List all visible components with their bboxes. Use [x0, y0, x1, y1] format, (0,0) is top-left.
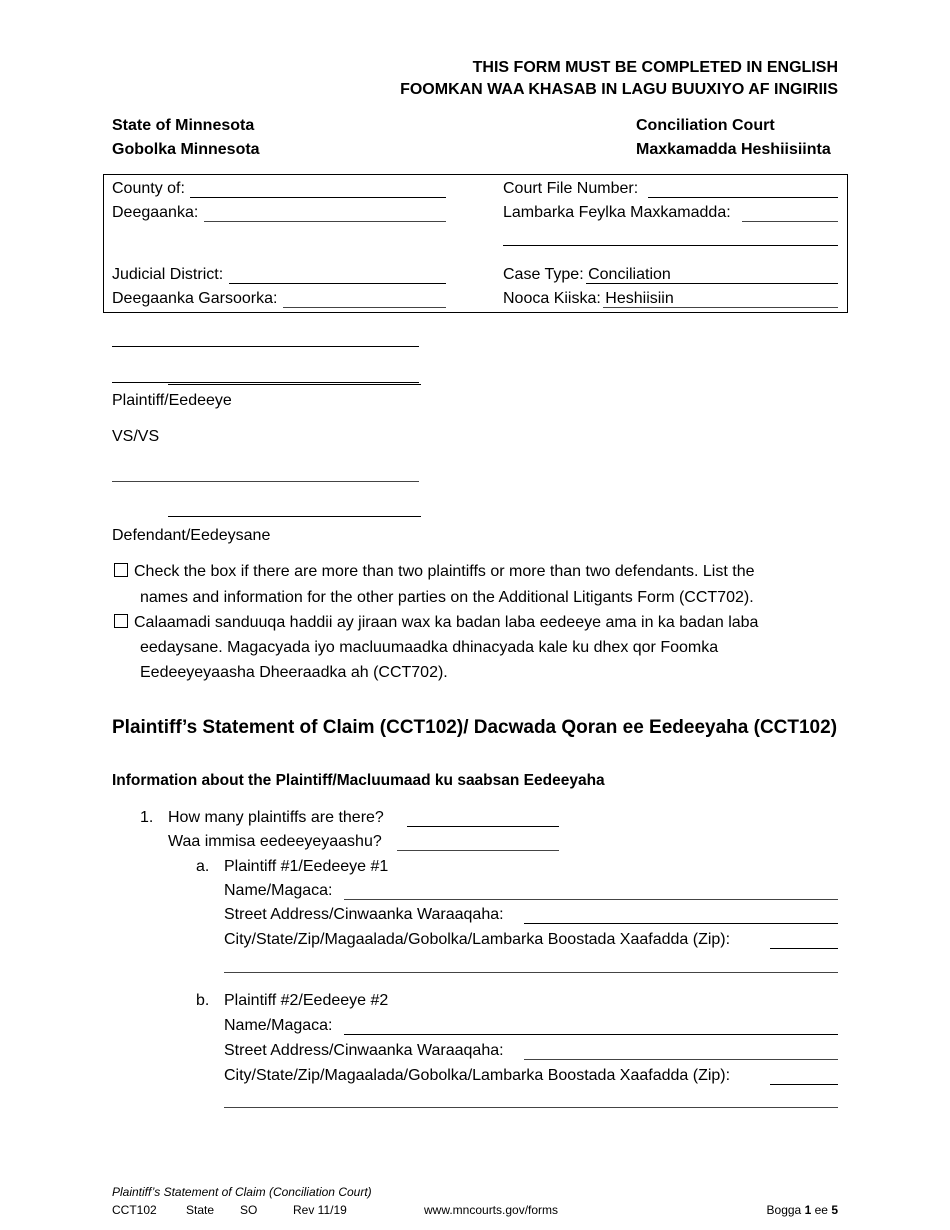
total-pages: 5	[831, 1203, 838, 1217]
file-number-field-somali[interactable]	[742, 221, 838, 222]
english-notice: THIS FORM MUST BE COMPLETED IN ENGLISH	[472, 59, 838, 76]
checkbox-text-so-1: Calaamadi sanduuqa haddii ay jiraan wax ka badan laba eedeeye ama in ka badan laba	[134, 614, 759, 631]
plaintiff-name-line-2[interactable]	[112, 382, 419, 383]
file-number-label: Court File Number:	[503, 180, 639, 197]
defendant-label: Defendant/Eedeysane	[112, 527, 271, 544]
checkbox-text-so-3: Eedeeyeyaasha Dheeraadka ah (CCT702).	[140, 664, 448, 681]
page-title: Plaintiff’s Statement of Claim (CCT102)/ Dacwada Qoran ee Eedeeyaha (CCT102)	[112, 717, 838, 738]
plaintiff-b-name-label: Name/Magaca:	[224, 1017, 333, 1034]
checkbox-text-en-1: Check the box if there are more than two plaintiffs or more than two defendants. List the	[134, 563, 755, 580]
multiple-parties-checkbox-so[interactable]	[114, 613, 758, 633]
plaintiff-a-city-field-line-2[interactable]	[224, 972, 838, 973]
plaintiff-a-heading: Plaintiff #1/Eedeeye #1	[224, 858, 389, 875]
file-number-field[interactable]	[648, 197, 838, 198]
county-field[interactable]	[190, 197, 446, 198]
checkbox-text-en-2: names and information for the other parties on the Additional Litigants Form (CCT702).	[140, 589, 754, 606]
district-field[interactable]	[229, 283, 446, 284]
court-name: Conciliation Court	[636, 117, 775, 134]
state-name: State of Minnesota	[112, 117, 255, 134]
plaintiff-name-line-1[interactable]	[112, 346, 419, 347]
plaintiff-b-street-field[interactable]	[524, 1059, 838, 1060]
plaintiff-b-heading: Plaintiff #2/Eedeeye #2	[224, 992, 389, 1009]
plaintiff-name-line-2-underscore	[168, 384, 421, 385]
checkbox-text-so-2: eedaysane. Magacyada iyo macluumaadka dhinacyada kale ku dhex qor Foomka	[140, 639, 719, 656]
case-type-label-text-somali: Nooca Kiiska:	[503, 290, 601, 307]
question-how-many-plaintiffs: How many plaintiffs are there?	[168, 809, 384, 826]
state-name-somali: Gobolka Minnesota	[112, 141, 260, 158]
defendant-name-line-1[interactable]	[112, 481, 419, 482]
case-type-value: Conciliation	[588, 266, 671, 283]
section-heading: Information about the Plaintiff/Macluumaad ku saabsan Eedeeyaha	[112, 772, 605, 789]
case-type-label	[503, 265, 671, 285]
multiple-parties-checkbox-en[interactable]	[114, 562, 755, 582]
file-number-extra-line[interactable]	[503, 245, 838, 246]
plaintiff-b-city-label: City/State/Zip/Magaalada/Gobolka/Lambarka Boostada Xaafadda (Zip):	[224, 1067, 731, 1084]
footer-url[interactable]: www.mncourts.gov/forms	[424, 1203, 559, 1217]
defendant-name-line-2[interactable]	[168, 516, 421, 517]
page-separator: ee	[814, 1203, 828, 1217]
district-field-somali[interactable]	[283, 307, 446, 308]
checkbox-icon[interactable]	[114, 563, 128, 577]
case-type-value-somali: Heshiisiin	[605, 290, 674, 307]
plaintiff-a-name-field[interactable]	[344, 899, 838, 900]
plaintiff-a-letter: a.	[196, 858, 210, 875]
footer-page-number	[767, 1202, 838, 1218]
footer-revision: Rev 11/19	[293, 1203, 347, 1217]
current-page: 1	[804, 1203, 812, 1217]
plaintiff-a-street-label: Street Address/Cinwaanka Waraaqaha:	[224, 906, 504, 923]
checkbox-icon[interactable]	[114, 614, 128, 628]
plaintiff-b-city-field[interactable]	[770, 1084, 838, 1085]
footer-form-title: Plaintiff’s Statement of Claim (Conciliation Court)	[112, 1185, 372, 1199]
vs-label: VS/VS	[112, 428, 160, 445]
plaintiff-count-field[interactable]	[407, 826, 559, 827]
county-label: County of:	[112, 180, 185, 197]
county-field-somali[interactable]	[204, 221, 446, 222]
question-number: 1.	[140, 809, 154, 826]
page-prefix: Bogga	[766, 1203, 802, 1217]
plaintiff-b-street-label: Street Address/Cinwaanka Waraaqaha:	[224, 1042, 504, 1059]
district-label: Judicial District:	[112, 266, 224, 283]
plaintiff-count-field-somali[interactable]	[397, 850, 559, 851]
plaintiff-label: Plaintiff/Eedeeye	[112, 392, 232, 409]
district-label-somali: Deegaanka Garsoorka:	[112, 290, 278, 307]
footer-language: SO	[240, 1203, 258, 1217]
case-type-field-somali[interactable]	[603, 307, 838, 308]
plaintiff-b-name-field[interactable]	[344, 1034, 838, 1035]
footer-code: CCT102	[112, 1203, 157, 1217]
county-label-somali: Deegaanka:	[112, 204, 199, 221]
plaintiff-a-street-field[interactable]	[524, 923, 838, 924]
footer-state: State	[186, 1203, 215, 1217]
court-name-somali: Maxkamadda Heshiisiinta	[636, 141, 831, 158]
question-how-many-plaintiffs-somali: Waa immisa eedeeyeyaashu?	[168, 833, 382, 850]
file-number-label-somali: Lambarka Feylka Maxkamadda:	[503, 204, 731, 221]
plaintiff-a-city-field[interactable]	[770, 948, 838, 949]
somali-notice: FOOMKAN WAA KHASAB IN LAGU BUUXIYO AF INGIRIIS	[400, 81, 838, 98]
plaintiff-a-city-label: City/State/Zip/Magaalada/Gobolka/Lambarka Boostada Xaafadda (Zip):	[224, 931, 731, 948]
case-type-label-text: Case Type:	[503, 266, 584, 283]
plaintiff-b-letter: b.	[196, 992, 210, 1009]
case-type-field[interactable]	[586, 283, 838, 284]
plaintiff-b-city-field-line-2[interactable]	[224, 1107, 838, 1108]
case-type-label-somali	[503, 289, 674, 309]
plaintiff-a-name-label: Name/Magaca:	[224, 882, 333, 899]
